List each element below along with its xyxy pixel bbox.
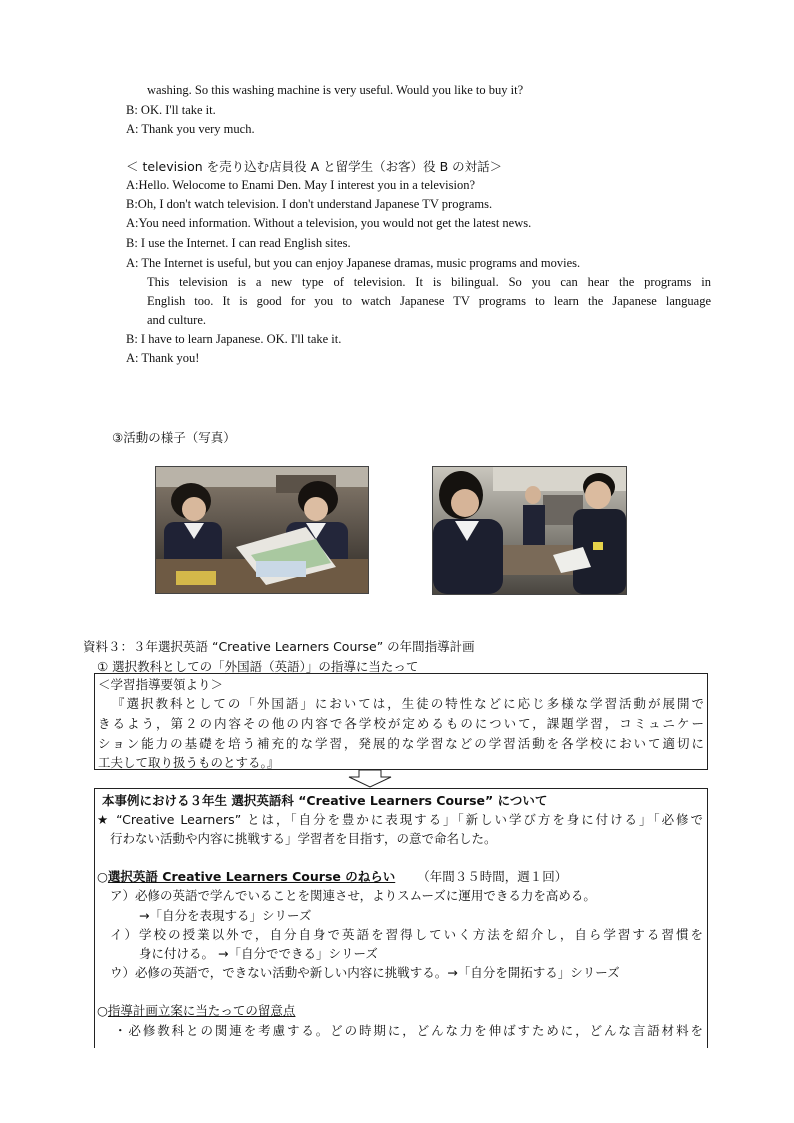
dialogue2-line: B: I have to learn Japanese. OK. I'll take it. — [126, 332, 342, 346]
guideline-line: 工夫して取り扱うものとする。』 — [98, 755, 280, 770]
course-aims-row — [97, 867, 567, 885]
activity-photo-right-image — [433, 467, 626, 594]
guideline-heading: ＜学習指導要領より＞ — [98, 677, 224, 692]
dialogue2-line: A:You need information. Without a television, you would not get the latest news. — [126, 216, 532, 230]
dialogue2-line: B: I use the Internet. I can read English sites. — [126, 236, 351, 250]
resource3-title: 資料３：３年選択英語 “Creative Learners Course” の年間指導計画 — [83, 639, 475, 654]
plan-bullet: ○ — [97, 1003, 108, 1018]
dialogue-line-washing: washing. So this washing machine is very useful. Would you like to buy it? — [147, 83, 524, 97]
guideline-line: きるよう，第２の内容その他の内容で各学校が定めるものについて，課題学習，コミュニケー — [98, 716, 704, 731]
aim-item-sub: 身に付ける。 →「自分でできる」シリーズ — [139, 946, 378, 961]
activity-heading: ③活動の様子（写真） — [112, 430, 236, 445]
aims-note: （年間３５時間，週１回） — [417, 869, 568, 884]
dialogue2-heading: ＜ television を売り込む店員役 A と留学生（お客）役 B の対話＞ — [126, 159, 503, 174]
plan-notes-row — [97, 1001, 295, 1019]
aims-bullet: ○ — [97, 869, 108, 884]
activity-photo-left-image — [156, 467, 368, 593]
plan-title: 指導計画立案に当たっての留意点 — [107, 1003, 296, 1018]
aim-item: ア）必修の英語で学んでいることを関連させ，よりスムーズに運用できる力を高める。 — [110, 888, 596, 903]
activity-photo-left — [155, 466, 369, 594]
aim-item-sub: →「自分を表現する」シリーズ — [139, 908, 312, 923]
dialogue2-line: B:Oh, I don't watch television. I don't understand Japanese TV programs. — [126, 197, 493, 211]
dialogue2-line: English too. It is good for you to watch Japanese TV programs to learn the Japanese language — [147, 294, 711, 308]
dialogue-line-b-take: B: OK. I'll take it. — [126, 103, 216, 117]
dialogue-line-a-thanks: A: Thank you very much. — [126, 122, 255, 136]
aim-item: ウ）必修の英語で，できない活動や新しい内容に挑戦する。→「自分を開拓する」シリーズ — [110, 965, 620, 980]
aims-title: 選択英語 Creative Learners Course のねらい — [107, 869, 396, 884]
course-heading: 本事例における３年生 選択英語科 “Creative Learners Course” について — [102, 793, 548, 808]
guideline-line: ション能力の基礎を培う補充的な学習，発展的な学習などの学習活動を各学校において適切に — [98, 736, 704, 751]
aim-item: イ）学校の授業以外で，自分自身で英語を習得していく方法を紹介し，自ら学習する習慣を — [110, 927, 703, 942]
course-star-line: 行わない活動や内容に挑戦する」学習者を目指す，の意で命名した。 — [110, 831, 497, 846]
dialogue2-line: A: The Internet is useful, but you can enjoy Japanese dramas, music programs and movies. — [126, 256, 581, 270]
activity-photo-right — [432, 466, 627, 595]
dialogue2-line: A:Hello. Welocome to Enami Den. May I interest you in a television? — [126, 178, 476, 192]
down-arrow-icon — [345, 770, 395, 788]
dialogue2-line: A: Thank you! — [126, 351, 200, 365]
dialogue2-line: and culture. — [147, 313, 207, 327]
guideline-line: 『選択教科としての「外国語」においては，生徒の特性などに応じ多様な学習活動が展開で — [112, 696, 704, 711]
plan-item: ・必修教科との関連を考慮する。どの時期に，どんな力を伸ばすために，どんな言語材料を — [114, 1023, 703, 1038]
resource3-subtitle: ① 選択教科としての「外国語（英語）」の指導に当たって — [97, 659, 419, 674]
dialogue2-line: This television is a new type of television. It is bilingual. So you can hear the programs in — [147, 275, 711, 289]
course-star-line: ★ “Creative Learners” とは，「自分を豊かに表現する」「新しい学び方を身に付ける」「必修で — [97, 812, 703, 827]
